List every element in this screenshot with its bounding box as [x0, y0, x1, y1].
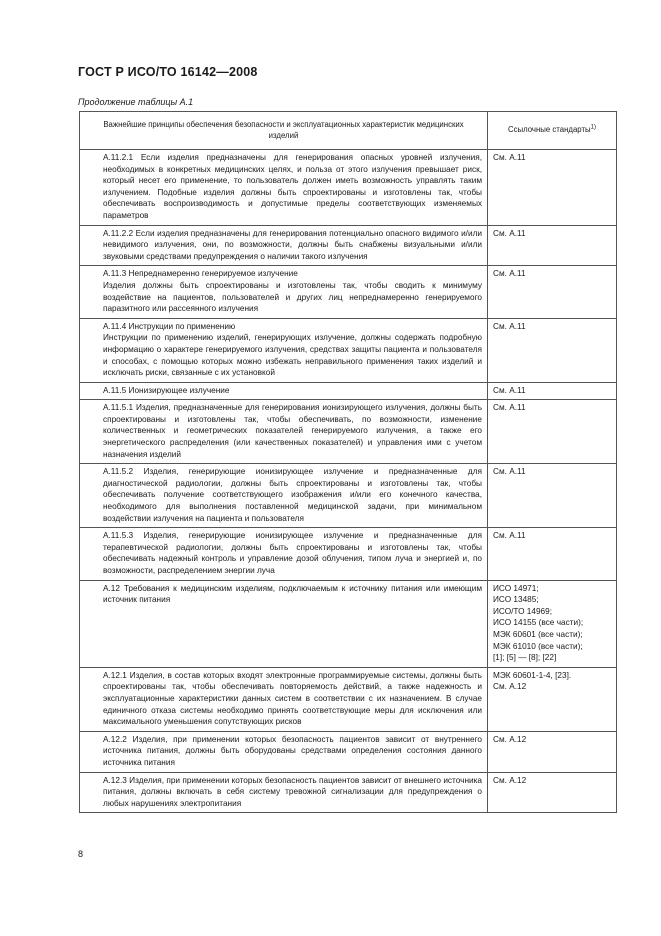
principle-cell	[80, 464, 488, 528]
principle-cell	[80, 225, 488, 266]
principle-text: А.12 Требования к медицинским изделиям, подключаемым к источнику питания или имеющим источник питания	[103, 583, 482, 605]
principle-text: А.11.2.2 Если изделия предназначены для генерирования потенциально опасного видимого и/или невидимого излучения, они, по возможности, должны быть снабжены визуальными и/или звуковыми средствами предупреждения о наличии такого излучения	[103, 228, 482, 261]
table-header-row	[80, 112, 617, 150]
table-row	[80, 667, 617, 731]
principle-text: А.11.5 Ионизирующее излучение	[103, 385, 230, 395]
table-row	[80, 580, 617, 667]
principle-detail-text: Инструкции по применению изделий, генерирующих излучение, должны содержать подробную информацию о характере генерируемого излучения, средствах защиты пациента и пользователя и способах, с помощью которых можно избежать неправильного применения таких изделий и исключать риски, связанные с их установкой	[103, 333, 482, 378]
column-header-principles: Важнейшие принципы обеспечения безопасности и эксплуатационных характеристик медицинских изделий	[80, 112, 488, 150]
table-row	[80, 318, 617, 382]
principle-cell	[80, 382, 488, 400]
principle-cell	[80, 528, 488, 580]
principle-text: А.11.2.1 Если изделия предназначены для генерирования опасных уровней излучения, необходимых в конкретных медицинских целях, и польза от этого излучения превышает риск, который несет его применение, то пользователь должен иметь возможность управлять таким излучением. Подобные изделия должны быть спроектированы и изготовлены так, чтобы обеспечивать воспроизводимость и допустимые пределы соответствующих изменяемых параметров	[103, 153, 482, 220]
standards-table	[79, 111, 617, 813]
principle-text: А.12.2 Изделия, при применении которых безопасность пациентов зависит от внутреннего источника питания, должны быть оборудованы средствами определения состояния данного источника питания	[103, 734, 482, 767]
table-row	[80, 772, 617, 813]
table-row	[80, 266, 617, 318]
principle-text: А.12.1 Изделия, в состав которых входят электронные программируемые системы, должны быть спроектированы так, чтобы обеспечивать повторяемость действий, а также надежность и эксплуатационные характеристики данных систем в соответствии с их назначением. В случае единичного отказа системы необходимо принять соответствующие меры для исключения или максимального уменьшения сопутствующих рисков	[103, 670, 482, 727]
reference-cell: См. А.11	[488, 528, 617, 580]
reference-cell: См. А.11	[488, 382, 617, 400]
reference-cell: МЭК 60601-1-4, [23]. См. А.12	[488, 667, 617, 731]
principle-cell	[80, 731, 488, 772]
principle-cell	[80, 266, 488, 318]
column-header-standards	[488, 112, 617, 150]
reference-cell: См. А.11	[488, 266, 617, 318]
principle-detail-text: Изделия должны быть спроектированы и изготовлены так, чтобы сводить к минимуму воздействие на пациентов, пользователей и других лиц непреднамеренно генерируемого паразитного или рассеянного излучения	[103, 280, 482, 314]
table-row	[80, 400, 617, 464]
reference-cell: См. А.11	[488, 400, 617, 464]
footnote-marker: 1)	[590, 124, 596, 131]
table-row	[80, 382, 617, 400]
principle-cell	[80, 318, 488, 382]
reference-cell: См. А.12	[488, 731, 617, 772]
reference-cell: См. А.11	[488, 150, 617, 226]
table-caption: Продолжение таблицы А.1	[78, 97, 194, 107]
document-title: ГОСТ Р ИСО/ТО 16142—2008	[78, 65, 258, 79]
principle-text: А.12.3 Изделия, при применении которых безопасность пациентов зависит от внешнего источника питания, должны включать в себя систему тревожной сигнализации для предупреждения о любых нарушениях электропитания	[103, 775, 482, 808]
principle-text: А.11.5.2 Изделия, генерирующие ионизирующее излучение и предназначенные для диагностической радиологии, должны быть спроектированы и изготовлены так, чтобы обеспечивать получение соответствующего изображения и/или его конечного качества, необходимого для выполнения поставленной медицинской задачи, при минимальном воздействии излучения на пациента и пользователя	[103, 467, 482, 523]
principle-cell	[80, 580, 488, 667]
principle-text: А.11.4 Инструкции по применению	[103, 321, 236, 331]
principle-cell	[80, 400, 488, 464]
reference-cell: См. А.11	[488, 225, 617, 266]
principle-cell	[80, 150, 488, 226]
table-row	[80, 731, 617, 772]
principle-cell	[80, 772, 488, 813]
page-number: 8	[78, 849, 84, 859]
principle-text: А.11.5.3 Изделия, генерирующие ионизирующее излучение и предназначенные для терапевтической радиологии, должны быть спроектированы и изготовлены так, чтобы обеспечивать надежный контроль и управление дозой облучения, типом луча и энергией и, по возможности, распределением энергии луча	[103, 531, 482, 575]
table-row	[80, 528, 617, 580]
principle-text: А.11.5.1 Изделия, предназначенные для генерирования ионизирующего излучения, должны быть спроектированы и изготовлены так, чтобы обеспечивать, по возможности, изменение количественных и геометрических показателей генерируемого излучения, а также его энергетического распределения (или качественных показателей) и управления ими с учетом назначения изделий	[103, 403, 482, 459]
reference-cell: См. А.11	[488, 464, 617, 528]
principle-text: А.11.3 Непреднамеренно генерируемое излучение	[103, 269, 298, 279]
reference-cell: ИСО 14971; ИСО 13485; ИСО/ТО 14969; ИСО 14155 (все части); МЭК 60601 (все части); МЭК 61010 (все части); [1]; [5] — [8]; [22]	[488, 580, 617, 667]
reference-cell: См. А.12	[488, 772, 617, 813]
column-header-standards-label: Ссылочные стандарты	[507, 125, 591, 135]
reference-cell: См. А.11	[488, 318, 617, 382]
principle-cell	[80, 667, 488, 731]
table-row	[80, 225, 617, 266]
table-row	[80, 464, 617, 528]
table-row	[80, 150, 617, 226]
